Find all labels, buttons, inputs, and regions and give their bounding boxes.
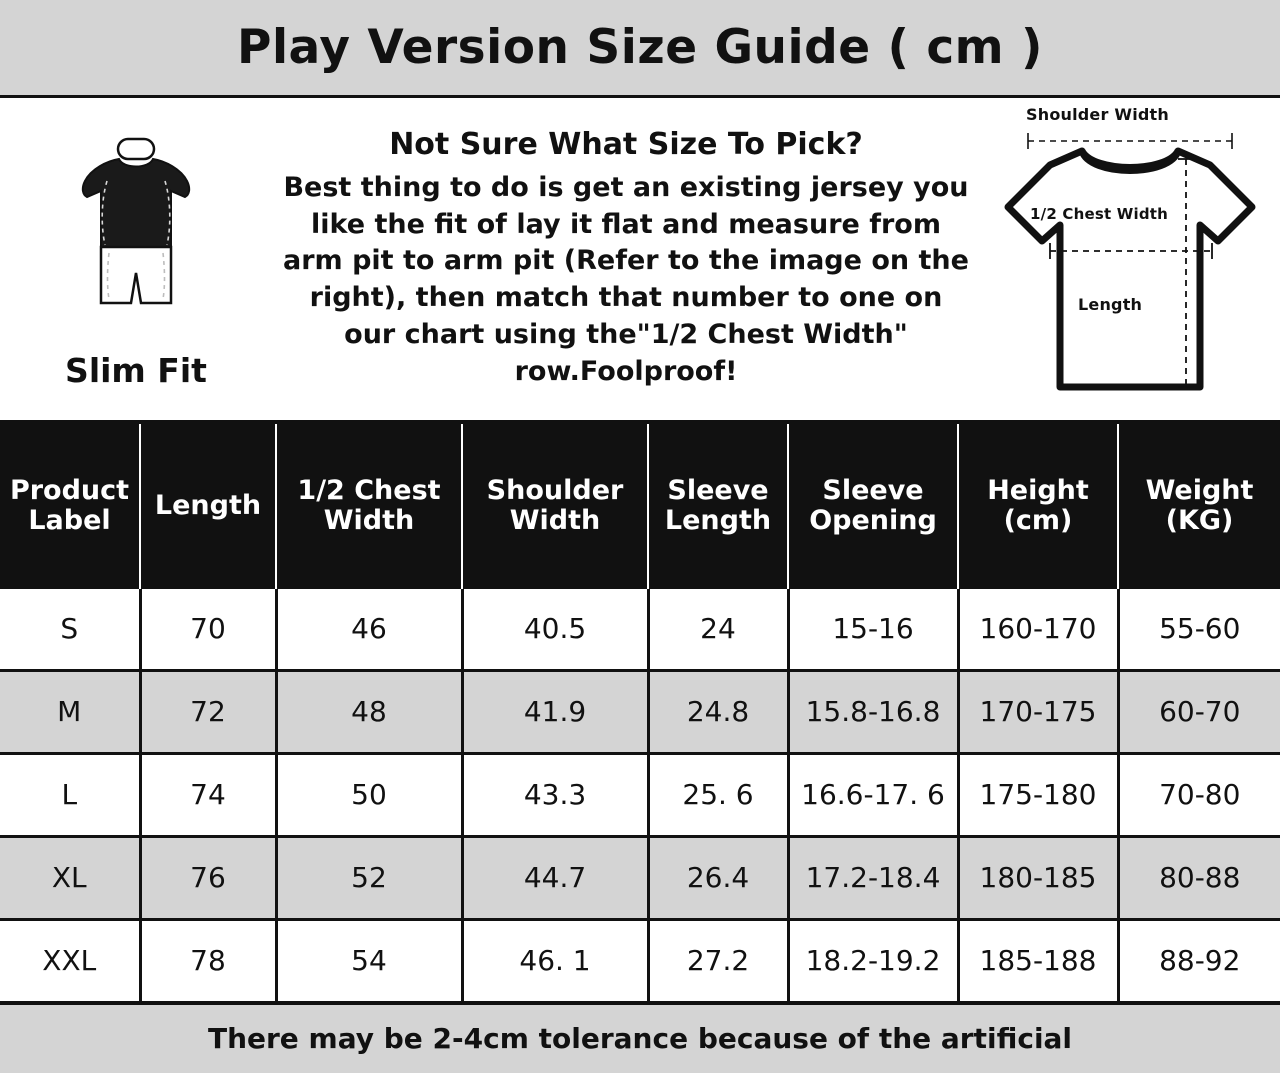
column-header-half-chest-width: 1/2 Chest Width [276, 424, 462, 589]
cell-length: 74 [140, 753, 276, 836]
column-header-length: Length [140, 424, 276, 589]
cell-shoulder-width: 41.9 [462, 670, 648, 753]
title-bar [0, 0, 1280, 98]
table-row [0, 919, 1280, 1001]
cell-weight: 55-60 [1118, 589, 1280, 671]
diagram-shoulder-width-label: Shoulder Width [1026, 104, 1169, 124]
column-header-shoulder-width: Shoulder Width [462, 424, 648, 589]
cell-weight: 70-80 [1118, 753, 1280, 836]
cell-sleeve-length: 26.4 [648, 836, 788, 919]
cell-shoulder-width: 44.7 [462, 836, 648, 919]
cell-height: 160-170 [958, 589, 1118, 671]
guidance-headline: Not Sure What Size To Pick? [389, 127, 863, 163]
cell-size: XL [0, 836, 140, 919]
fit-column [0, 98, 272, 420]
table-row [0, 753, 1280, 836]
info-band [0, 98, 1280, 424]
cell-shoulder-width: 43.3 [462, 753, 648, 836]
column-header-height: Height (cm) [958, 424, 1118, 589]
guidance-column [272, 98, 980, 420]
size-table-body [0, 589, 1280, 1001]
footer-bar [0, 1005, 1280, 1073]
cell-length: 70 [140, 589, 276, 671]
table-row [0, 670, 1280, 753]
size-table-wrapper [0, 424, 1280, 1005]
cell-sleeve-opening: 15.8-16.8 [788, 670, 958, 753]
measurement-diagram-column [980, 98, 1280, 420]
cell-sleeve-length: 27.2 [648, 919, 788, 1001]
cell-half-chest-width: 50 [276, 753, 462, 836]
diagram-chest-width-label: 1/2 Chest Width [1030, 204, 1169, 223]
table-row [0, 589, 1280, 671]
column-header-sleeve-opening: Sleeve Opening [788, 424, 958, 589]
cell-height: 175-180 [958, 753, 1118, 836]
cell-size: XXL [0, 919, 140, 1001]
cell-height: 185-188 [958, 919, 1118, 1001]
diagram-length-label: Length [1078, 294, 1143, 314]
cell-sleeve-opening: 16.6-17. 6 [788, 753, 958, 836]
size-table-head [0, 424, 1280, 589]
cell-half-chest-width: 48 [276, 670, 462, 753]
cell-sleeve-length: 24.8 [648, 670, 788, 753]
cell-weight: 88-92 [1118, 919, 1280, 1001]
cell-shoulder-width: 40.5 [462, 589, 648, 671]
guidance-body: Best thing to do is get an existing jersey you like the fit of lay it flat and measure from arm pit to arm pit (Refer to the image on the right), then match that number to one on our chart using the"1/2 Chest Width" row.Foolproof! [283, 172, 969, 387]
cell-half-chest-width: 46 [276, 589, 462, 671]
cell-sleeve-length: 25. 6 [648, 753, 788, 836]
cell-shoulder-width: 46. 1 [462, 919, 648, 1001]
cell-height: 170-175 [958, 670, 1118, 753]
table-row [0, 836, 1280, 919]
fit-label: Slim Fit [65, 351, 207, 391]
cell-sleeve-opening: 17.2-18.4 [788, 836, 958, 919]
tshirt-measurement-diagram [990, 99, 1270, 419]
table-header-row [0, 424, 1280, 589]
cell-weight: 80-88 [1118, 836, 1280, 919]
cell-sleeve-length: 24 [648, 589, 788, 671]
column-header-sleeve-length: Sleeve Length [648, 424, 788, 589]
cell-half-chest-width: 52 [276, 836, 462, 919]
cell-length: 76 [140, 836, 276, 919]
cell-length: 72 [140, 670, 276, 753]
slim-fit-figure-icon [71, 135, 201, 335]
cell-sleeve-opening: 15-16 [788, 589, 958, 671]
cell-height: 180-185 [958, 836, 1118, 919]
column-header-product-label: Product Label [0, 424, 140, 589]
cell-size: L [0, 753, 140, 836]
cell-size: S [0, 589, 140, 671]
page-title: Play Version Size Guide ( cm ) [237, 19, 1043, 75]
cell-size: M [0, 670, 140, 753]
tolerance-note: There may be 2-4cm tolerance because of the artificial [207, 1022, 1073, 1056]
column-header-weight: Weight (KG) [1118, 424, 1280, 589]
cell-weight: 60-70 [1118, 670, 1280, 753]
size-table [0, 424, 1280, 1001]
cell-sleeve-opening: 18.2-19.2 [788, 919, 958, 1001]
cell-length: 78 [140, 919, 276, 1001]
cell-half-chest-width: 54 [276, 919, 462, 1001]
